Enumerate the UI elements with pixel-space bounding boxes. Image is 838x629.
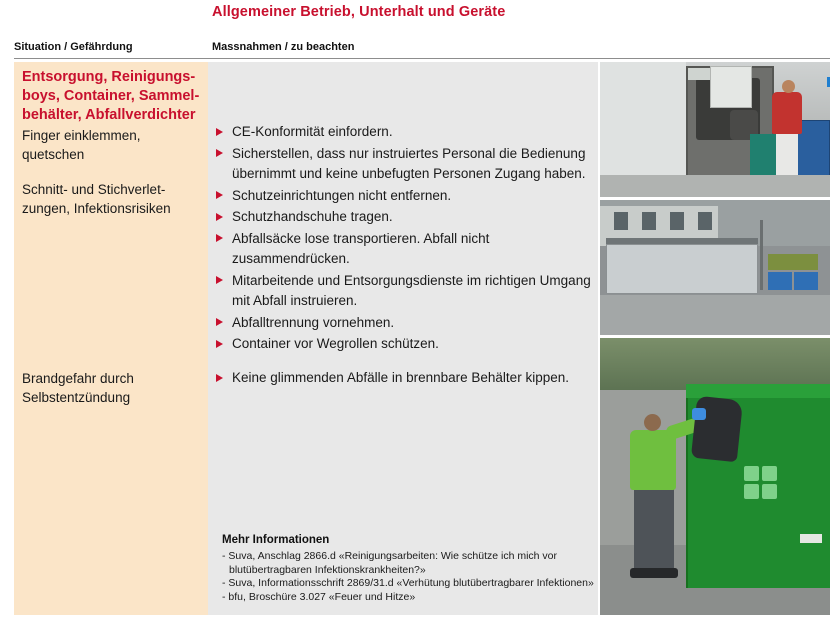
measure-item bbox=[214, 144, 594, 185]
measure-text: CE-Konformität einfordern. bbox=[232, 124, 393, 139]
bullet-triangle-icon bbox=[216, 374, 223, 382]
measure-text: Abfallsäcke lose transportieren. Abfall nicht zusammendrücken. bbox=[232, 230, 490, 266]
column-header-measures: Massnahmen / zu beachten bbox=[212, 41, 355, 53]
hazard-heading: Entsorgung, Reinigungs-boys, Container, Sammel-behälter, Abfallverdichter bbox=[22, 69, 200, 123]
hazard-item: Schnitt- und Stichverlet-zungen, Infektionsrisiken bbox=[22, 182, 171, 216]
bullet-triangle-icon bbox=[216, 340, 223, 348]
column-header-situation: Situation / Gefährdung bbox=[14, 41, 133, 53]
more-information-line: - bfu, Broschüre 3.027 «Feuer und Hitze» bbox=[222, 590, 416, 603]
photo-outdoor-containers bbox=[600, 200, 830, 335]
more-information-line: - Suva, Anschlag 2866.d «Reinigungsarbeiten: Wie schütze ich mich vor bbox=[222, 550, 558, 562]
bullet-triangle-icon bbox=[216, 213, 223, 221]
header-divider bbox=[14, 58, 830, 59]
more-information-line: blutübertragbaren Infektionskrankheiten?» bbox=[229, 563, 426, 576]
measure-item bbox=[214, 334, 594, 355]
bullet-triangle-icon bbox=[216, 149, 223, 157]
measure-text: Mitarbeitende und Entsorgungsdienste im richtigen Umgang mit Abfall instruieren. bbox=[232, 272, 591, 308]
measure-text: Sicherstellen, dass nur instruiertes Personal die Bedienung übernimmt und keine unbefugten Personen Zugang haben. bbox=[232, 145, 586, 181]
measure-item bbox=[214, 229, 594, 270]
measure-item bbox=[214, 122, 594, 143]
measures-column bbox=[208, 62, 598, 615]
more-information-title: Mehr Informationen bbox=[222, 534, 330, 546]
measures-list-secondary bbox=[214, 368, 594, 390]
measure-text: Abfalltrennung vornehmen. bbox=[232, 314, 395, 330]
photo-waste-room bbox=[600, 62, 830, 197]
image-column bbox=[600, 62, 830, 615]
bullet-triangle-icon bbox=[216, 318, 223, 326]
bullet-triangle-icon bbox=[216, 191, 223, 199]
measure-item bbox=[214, 186, 594, 207]
bullet-triangle-icon bbox=[216, 276, 223, 284]
measure-item bbox=[214, 271, 594, 312]
measure-text: Schutzhandschuhe tragen. bbox=[232, 209, 393, 224]
measure-text: Schutzeinrichtungen nicht entfernen. bbox=[232, 187, 452, 203]
measure-text: Keine glimmenden Abfälle in brennbare Behälter kippen. bbox=[232, 370, 569, 385]
bullet-triangle-icon bbox=[216, 128, 223, 136]
photo-green-container bbox=[600, 338, 830, 615]
measure-item bbox=[214, 313, 594, 334]
hazard-item: Brandgefahr durch Selbstentzündung bbox=[22, 371, 134, 405]
measures-list-primary bbox=[214, 122, 594, 356]
page-title: Allgemeiner Betrieb, Unterhalt und Geräte bbox=[212, 4, 506, 20]
situation-column bbox=[14, 62, 208, 615]
measure-item bbox=[214, 368, 594, 389]
hazard-item: Finger einklemmen, quetschen bbox=[22, 128, 141, 162]
bullet-triangle-icon bbox=[216, 234, 223, 242]
more-information-line: - Suva, Informationsschrift 2869/31.d «Verhütung blutübertragbarer Infektionen» bbox=[222, 577, 594, 589]
measure-text: Container vor Wegrollen schützen. bbox=[232, 336, 439, 351]
measure-item bbox=[214, 207, 594, 228]
more-information-block bbox=[222, 534, 594, 604]
